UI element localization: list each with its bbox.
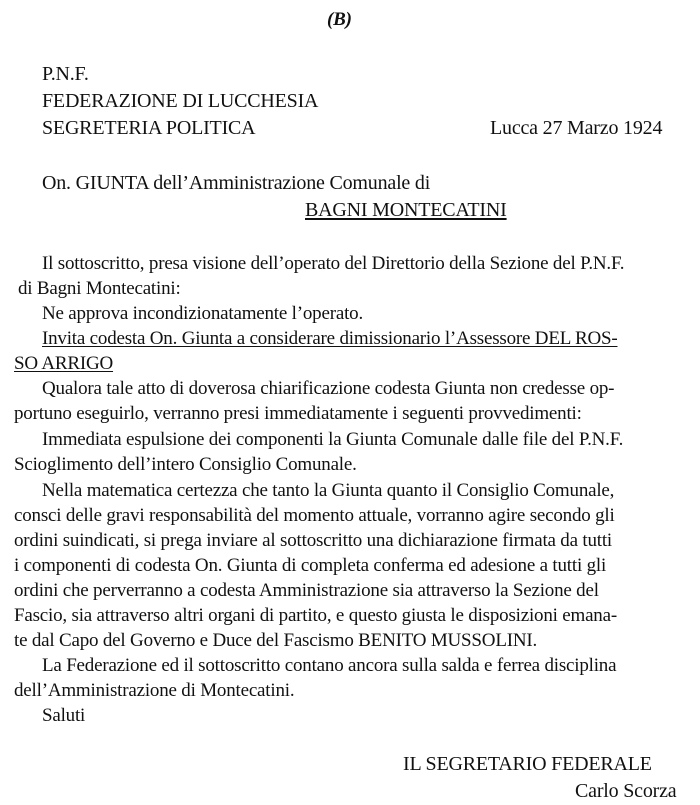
header-federation: FEDERAZIONE DI LUCCHESIA — [42, 90, 319, 112]
addressee-line: On. GIUNTA dell’Amministrazione Comunale di — [42, 172, 431, 194]
body-line: i componenti di codesta On. Giunta di completa conferma ed adesione a tutti gli — [14, 555, 607, 576]
signature-title: IL SEGRETARIO FEDERALE — [403, 753, 652, 775]
body-line: La Federazione ed il sottoscritto contano ancora sulla salda e ferrea disciplina — [42, 655, 617, 676]
body-line: Immediata espulsione dei componenti la Giunta Comunale dalle file del P.N.F. — [42, 429, 624, 450]
body-line: Nella matematica certezza che tanto la Giunta quanto il Consiglio Comunale, — [42, 480, 615, 501]
body-line: ordini che perverranno a codesta Amministrazione sia attraverso la Sezione del — [14, 580, 599, 601]
body-line: Scioglimento dell’intero Consiglio Comunale. — [14, 454, 357, 475]
body-line: ordini suindicati, si prega inviare al sottoscritto una dichiarazione firmata da tutti — [14, 530, 612, 551]
body-line: portuno eseguirlo, verranno presi immediatamente i seguenti provvedimenti: — [14, 403, 582, 424]
body-line: Qualora tale atto di doverosa chiarificazione codesta Giunta non credesse op- — [42, 378, 615, 399]
signature-name: Carlo Scorza — [575, 780, 677, 802]
body-line-underlined: Invita codesta On. Giunta a considerare dimissionario l’Assessore DEL ROS- — [42, 328, 618, 349]
addressee-town: BAGNI MONTECATINI — [305, 199, 507, 221]
document-label: (B) — [327, 9, 352, 30]
body-line: di Bagni Montecatini: — [18, 278, 181, 299]
place-date: Lucca 27 Marzo 1924 — [490, 117, 663, 139]
body-line: consci delle gravi responsabilità del momento attuale, vorranno agire secondo gli — [14, 505, 615, 526]
body-line: Fascio, sia attraverso altri organi di partito, e questo giusta le disposizioni emana- — [14, 605, 617, 626]
body-line: te dal Capo del Governo e Duce del Fascismo BENITO MUSSOLINI. — [14, 630, 538, 651]
body-line: dell’Amministrazione di Montecatini. — [14, 680, 295, 701]
body-line: Ne approva incondizionatamente l’operato. — [42, 303, 363, 324]
closing-salutation: Saluti — [42, 705, 86, 726]
body-line: Il sottoscritto, presa visione dell’operato del Direttorio della Sezione del P.N.F. — [42, 253, 625, 274]
header-org: P.N.F. — [42, 63, 89, 85]
header-office: SEGRETERIA POLITICA — [42, 117, 256, 139]
body-line-underlined: SO ARRIGO — [14, 353, 114, 374]
